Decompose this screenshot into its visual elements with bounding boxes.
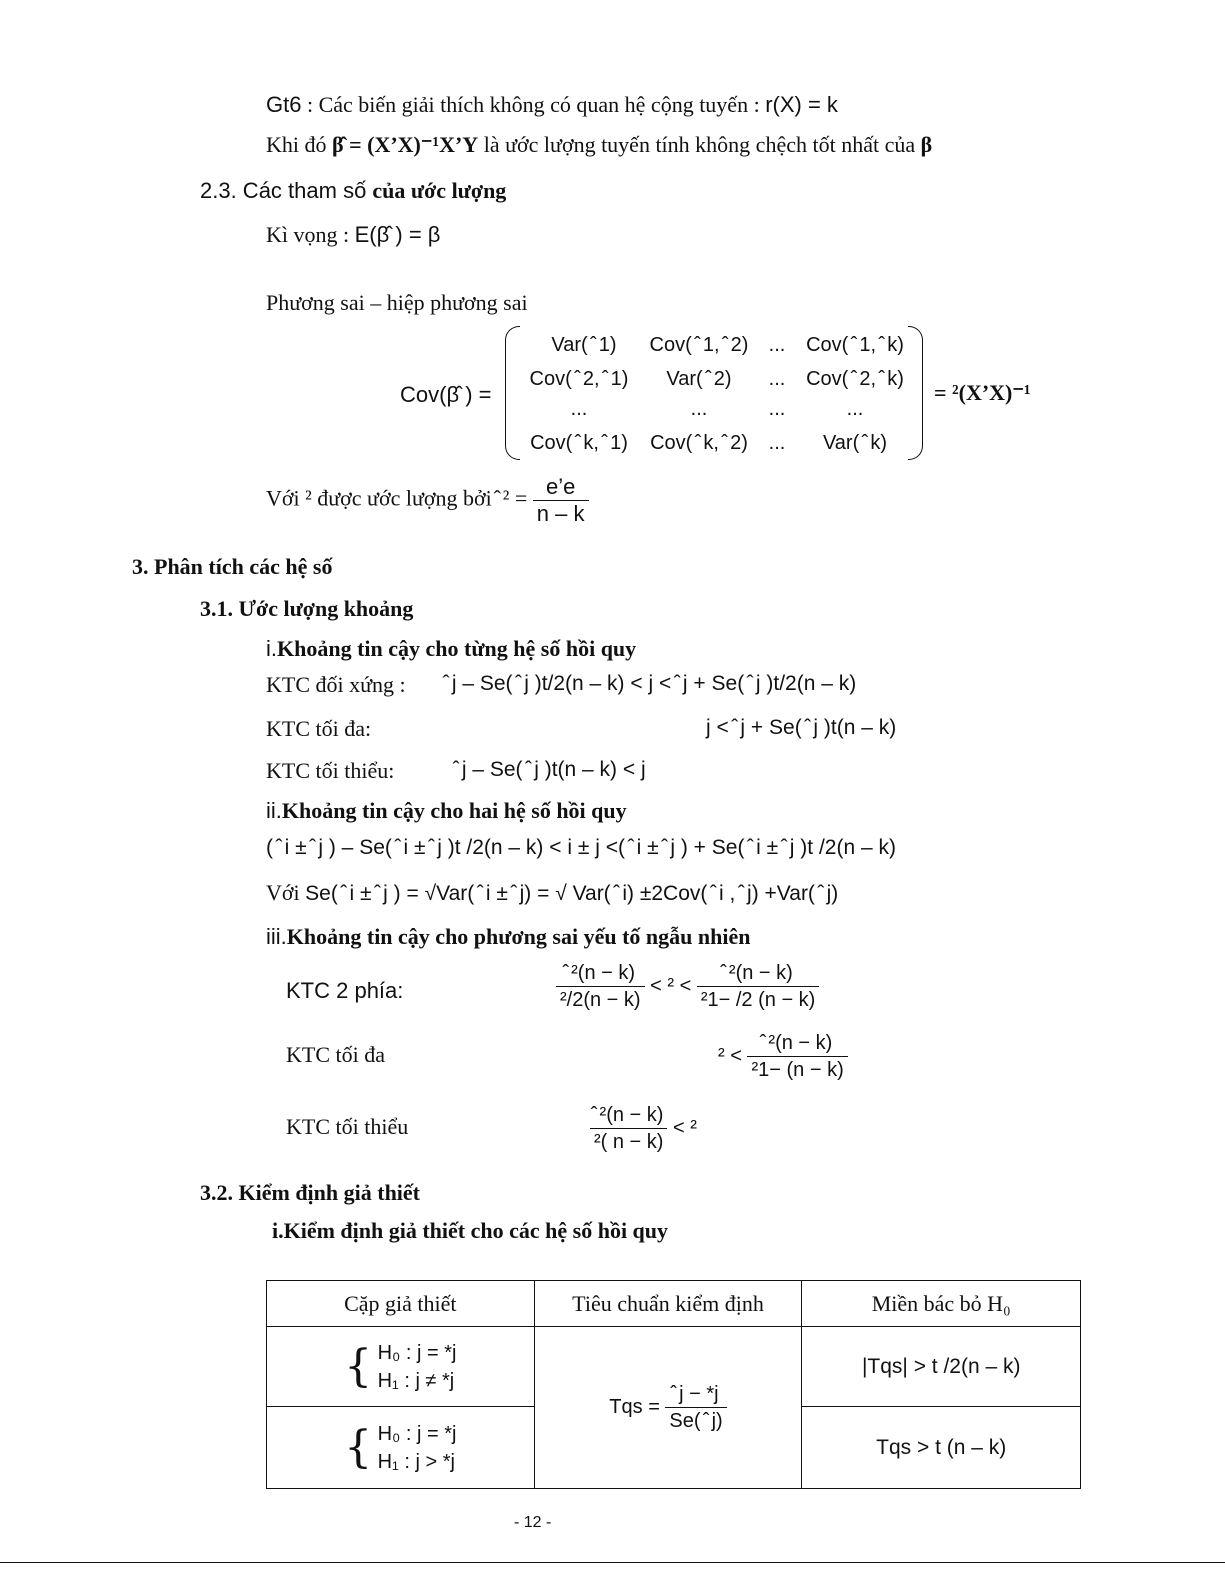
subsection-ii-heading [266, 798, 627, 824]
subsection-iii-roman: iii. [266, 924, 287, 949]
voi-fraction [533, 474, 589, 527]
khido-text: là ước lượng tuyến tính không chệch tốt nhất của [478, 132, 921, 157]
ktc-min-label: KTC tối thiểu: [266, 758, 395, 783]
ktc-upper-num: ̂ ²(n − k) [747, 1030, 847, 1057]
gt6-line [266, 92, 838, 118]
rejection-region-cell: Tqs > t (n – k) [802, 1407, 1081, 1489]
matrix-cell: ... [768, 334, 786, 356]
ktc-2side-formula [556, 960, 819, 1013]
table-row [267, 1327, 1081, 1407]
ktc-2side-right-frac [697, 960, 820, 1013]
matrix-cell: Cov( ̂ 2, ̂ 1) [529, 368, 629, 390]
khido-line [266, 132, 932, 158]
matrix-cell: ... [768, 398, 786, 420]
test-den: Se( ̂ j) [669, 1410, 723, 1432]
kivong-label: Kì vọng : [266, 222, 355, 247]
subsection-i-title: Khoảng tin cậy cho từng hệ số hồi quy [277, 636, 637, 661]
ktc-symmetric-formula: ̂ j – Se( ̂ j )t/2(n – k) < j < ̂ j + Se( ̂ j )t/2(n – k) [446, 672, 857, 695]
table-header-cell: Cặp giả thiết [267, 1281, 535, 1327]
section-3-1-heading: 3.1. Ước lượng khoảng [200, 596, 414, 621]
test-fraction [665, 1381, 726, 1434]
subsection-i2-heading: i.Kiểm định giả thiết cho các hệ số hồi quy [272, 1218, 669, 1243]
subsection-i-heading [266, 636, 636, 662]
cov-matrix [505, 326, 923, 460]
gt6-text: : Các biến giải thích không có quan hệ cộng tuyến : [301, 92, 766, 117]
section-2-3-title: của ước lượng [372, 178, 507, 203]
table-header-cell: Miền bác bỏ H₀ [802, 1281, 1081, 1327]
ktc-upper-formula [718, 1030, 848, 1083]
ktc-symmetric-label: KTC đối xứng : [266, 672, 406, 697]
section-2-3-heading [200, 178, 506, 204]
ktc-2side-right-num: ̂ ²(n − k) [697, 960, 820, 987]
phuongsai-label: Phương sai – hiệp phương sai [266, 290, 528, 315]
ktc-upper-den: ²1− (n − k) [751, 1059, 844, 1081]
matrix-cell: Cov( ̂ 2, ̂ k) [806, 368, 904, 390]
test-statistic-cell [534, 1327, 802, 1489]
subsection-iii-title: Khoảng tin cậy cho phương sai yếu tố ngẫu nhiên [286, 924, 751, 949]
ktc-min-formula: ̂ j – Se( ̂ j )t(n – k) < j [456, 758, 646, 781]
matrix-cell: ... [768, 368, 786, 390]
matrix-cell: Var( ̂ k) [822, 432, 888, 454]
matrix-cell: ... [768, 432, 786, 454]
cov-lhs: Cov(β̂ ) = [400, 382, 492, 407]
subsection-ii-roman: ii. [266, 798, 282, 823]
voi-line [266, 474, 589, 527]
ii-se-formula: Se( ̂ i ± ̂ j ) = √Var( ̂ i ± ̂ j) = √ Var( ̂ i) ±2Cov( ̂ i , ̂ j) +Var( ̂ j) [305, 882, 839, 905]
subsection-i-roman: i. [266, 636, 277, 661]
footer-divider [0, 1562, 1225, 1563]
table-header-cell: Tiêu chuẩn kiểm định [534, 1281, 802, 1327]
cov-rhs: = ²(X’X)⁻¹ [934, 380, 1031, 405]
ktc-2side-right-den: ²1− /2 (n − k) [700, 989, 816, 1011]
voi-den: n – k [536, 501, 585, 526]
ii-se-prefix: Với [266, 880, 306, 905]
table-header-row [267, 1281, 1081, 1327]
ii-se-line [266, 880, 838, 906]
h0-text: H₀ : j = *j [377, 1341, 457, 1364]
section-3-2-heading: 3.2. Kiểm định giả thiết [200, 1180, 421, 1205]
matrix-cell: Cov( ̂ 1, ̂ 2) [649, 334, 749, 356]
hypothesis-pair-cell [267, 1407, 535, 1489]
matrix-left-bracket [505, 326, 520, 460]
h1-text: H₁ : j ≠ *j [377, 1369, 455, 1392]
section-3-heading: 3. Phân tích các hệ số [132, 554, 333, 579]
brace-icon: { [344, 1421, 373, 1473]
subsection-ii-title: Khoảng tin cậy cho hai hệ số hồi quy [281, 798, 627, 823]
hypothesis-stack [378, 1339, 457, 1395]
brace-icon: { [344, 1340, 373, 1392]
ktc-2side-mid: < ² < [650, 974, 692, 997]
matrix-cell: ... [846, 398, 864, 420]
matrix-cell: ... [570, 398, 588, 420]
ktc-upper-label: KTC tối đa [286, 1042, 385, 1067]
ktc-lower-rhs: < ² [673, 1116, 697, 1139]
hypothesis-pair-cell [267, 1327, 535, 1407]
ktc-upper-lhs: ² < [718, 1044, 742, 1067]
matrix-cell: Cov( ̂ k, ̂ 1) [530, 432, 628, 454]
hypothesis-stack [378, 1420, 457, 1476]
gt6-label: Gt6 [266, 92, 302, 117]
ktc-lower-num: ̂ ²(n − k) [590, 1102, 667, 1129]
khido-beta: β [920, 132, 933, 157]
hypothesis-table [266, 1280, 1081, 1489]
ktc-lower-den: ²( n − k) [594, 1131, 664, 1153]
ktc-2side-label: KTC 2 phía: [286, 978, 404, 1003]
matrix-cell: ... [690, 398, 708, 420]
ktc-2side-left-frac [556, 960, 645, 1013]
subsection-iii-heading [266, 924, 750, 950]
page-number: - 12 - [514, 1514, 552, 1531]
ktc-upper-frac [747, 1030, 847, 1083]
rejection-region-cell: |Tqs| > t /2(n – k) [802, 1327, 1081, 1407]
kivong-line [266, 222, 440, 248]
voi-num: e’e [533, 474, 589, 501]
h0-text: H₀ : j = *j [377, 1422, 457, 1445]
gt6-formula: r(X) = k [765, 92, 838, 117]
section-2-3-number: 2.3. Các tham số [200, 178, 373, 203]
test-num: ̂ j − *j [665, 1381, 726, 1408]
matrix-cell: Cov( ̂ 1, ̂ k) [806, 334, 904, 356]
ii-formula-line: ( ̂ i ± ̂ j ) – Se( ̂ i ± ̂ j )t /2(n – k) < i ± j <( ̂ i ± ̂ j ) + Se( ̂ i ± ̂ j )t /2(n – k) [266, 836, 896, 859]
ktc-max-label: KTC tối đa: [266, 716, 372, 741]
khido-prefix: Khi đó [266, 132, 332, 157]
h1-text: H₁ : j > *j [377, 1450, 455, 1473]
matrix-cell: Var( ̂ 1) [551, 334, 617, 356]
kivong-formula: E(β̂ ) = β [354, 222, 441, 247]
ktc-lower-label: KTC tối thiểu [286, 1114, 409, 1139]
matrix-cell: Var( ̂ 2) [666, 368, 732, 390]
ktc-lower-formula [590, 1102, 697, 1155]
ktc-2side-left-num: ̂ ²(n − k) [556, 960, 645, 987]
ktc-max-formula: j < ̂ j + Se( ̂ j )t(n – k) [706, 716, 897, 739]
ktc-lower-frac [590, 1102, 667, 1155]
voi-prefix: Với ² được ước lượng bởi ̂ ² = [266, 485, 528, 511]
matrix-cell: Cov( ̂ k, ̂ 2) [650, 432, 748, 454]
test-lhs: Tqs = [609, 1396, 660, 1418]
khido-formula: β̂ = (X’X)⁻¹X’Y [332, 132, 479, 157]
ktc-2side-left-den: ²/2(n − k) [560, 989, 641, 1011]
